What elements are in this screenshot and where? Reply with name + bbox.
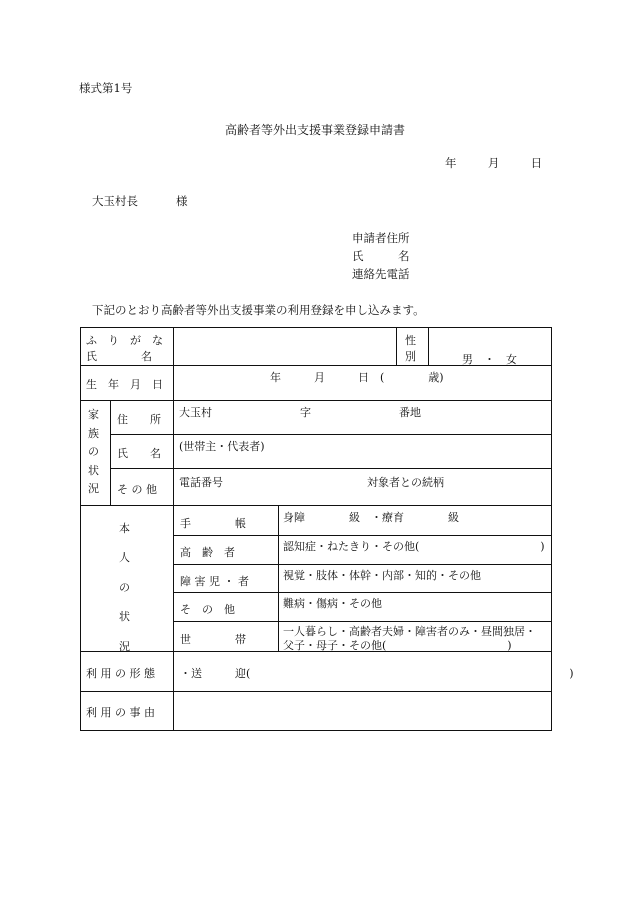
table-line	[173, 400, 174, 730]
table-line	[428, 327, 429, 365]
reason-label: 利 用 の 事 由	[86, 706, 155, 719]
sex-label-top: 性	[405, 334, 416, 347]
family-other-label: そ の 他	[117, 483, 157, 496]
handbook-value[interactable]: 身障 級 ・療育 級	[283, 511, 459, 524]
name-field[interactable]	[175, 329, 394, 363]
table-line	[80, 400, 552, 401]
family-phone-value[interactable]: 電話番号	[179, 476, 223, 489]
table-line	[110, 468, 552, 469]
intro-text: 下記のとおり高齢者等外出支援事業の利用登録を申し込みます。	[92, 303, 425, 317]
sex-options[interactable]: 男 ・ 女	[462, 353, 517, 366]
furigana-label: ふ り が な	[86, 334, 163, 347]
table-line	[110, 400, 111, 505]
applicant-phone-label: 連絡先電話	[352, 267, 410, 281]
table-line	[173, 592, 552, 593]
table-line	[173, 327, 174, 401]
elderly-value[interactable]: 認知症・ねたきり・その他( )	[283, 540, 545, 553]
table-line	[80, 327, 552, 328]
self-status-char: 況	[119, 639, 130, 653]
birth-label: 生 年 月 日	[86, 378, 163, 391]
table-line	[80, 691, 552, 692]
family-status-char: 族	[88, 426, 99, 440]
table-line	[173, 564, 552, 565]
household-value-line2[interactable]: 父子・母子・その他( )	[283, 639, 512, 652]
table-line	[80, 505, 552, 506]
form-title: 高齢者等外出支援事業登録申請書	[224, 123, 405, 137]
table-line	[396, 327, 397, 365]
applicant-address-label: 申請者住所	[352, 231, 410, 245]
household-label: 世 帯	[180, 633, 246, 646]
birth-value[interactable]: 年 月 日 ( 歳)	[270, 371, 444, 384]
self-status-char: 本	[119, 522, 130, 535]
handbook-label: 手 帳	[180, 517, 246, 530]
disability-value[interactable]: 視覚・肢体・体幹・内部・知的・その他	[283, 569, 481, 582]
addressee	[92, 193, 188, 209]
usage-label: 利 用 の 形 態	[86, 667, 155, 680]
usage-value[interactable]: ・送 迎( )	[180, 667, 574, 680]
self-other-value[interactable]: 難病・傷病・その他	[283, 597, 382, 610]
table-line	[80, 730, 552, 731]
family-status-char: 家	[88, 408, 99, 421]
addressee-name: 大玉村長	[92, 194, 138, 208]
family-status-char: 状	[88, 463, 99, 477]
self-other-label: そ の 他	[180, 603, 235, 616]
applicant-name-label: 氏 名	[352, 249, 410, 263]
family-status-label	[88, 406, 99, 499]
table-line	[278, 505, 279, 651]
family-address-value[interactable]: 大玉村 字 番地	[179, 406, 421, 419]
family-name-label: 氏 名	[117, 447, 161, 460]
family-address-label: 住 所	[117, 413, 161, 426]
name-label: 氏 名	[86, 350, 152, 363]
table-line	[173, 535, 552, 536]
self-status-label	[119, 514, 130, 661]
elderly-label: 高 齢 者	[180, 546, 235, 559]
family-name-value[interactable]: (世帯主・代表者)	[179, 440, 265, 453]
family-status-char: 況	[88, 482, 99, 495]
form-number: 様式第1号	[79, 81, 133, 95]
table-line	[110, 434, 552, 435]
date-month-label: 月	[487, 156, 500, 170]
applicant-block	[352, 229, 410, 283]
date-day-label: 日	[530, 156, 543, 170]
family-relation-value[interactable]: 対象者との続柄	[367, 476, 444, 489]
addressee-honorific: 様	[176, 194, 188, 208]
table-line	[80, 327, 81, 731]
reason-field[interactable]	[175, 693, 550, 729]
disability-label: 障 害 児 ・ 者	[180, 575, 249, 588]
household-value-line1[interactable]: 一人暮らし・高齢者夫婦・障害者のみ・昼間独居・	[283, 625, 536, 638]
self-status-char: 人	[119, 551, 130, 565]
sex-label-bottom: 別	[405, 350, 416, 363]
self-status-char: の	[119, 580, 130, 594]
table-line	[173, 621, 552, 622]
family-status-char: の	[88, 445, 99, 458]
date-year-label: 年	[445, 156, 457, 170]
self-status-char: 状	[119, 610, 130, 624]
date-line	[445, 155, 542, 171]
